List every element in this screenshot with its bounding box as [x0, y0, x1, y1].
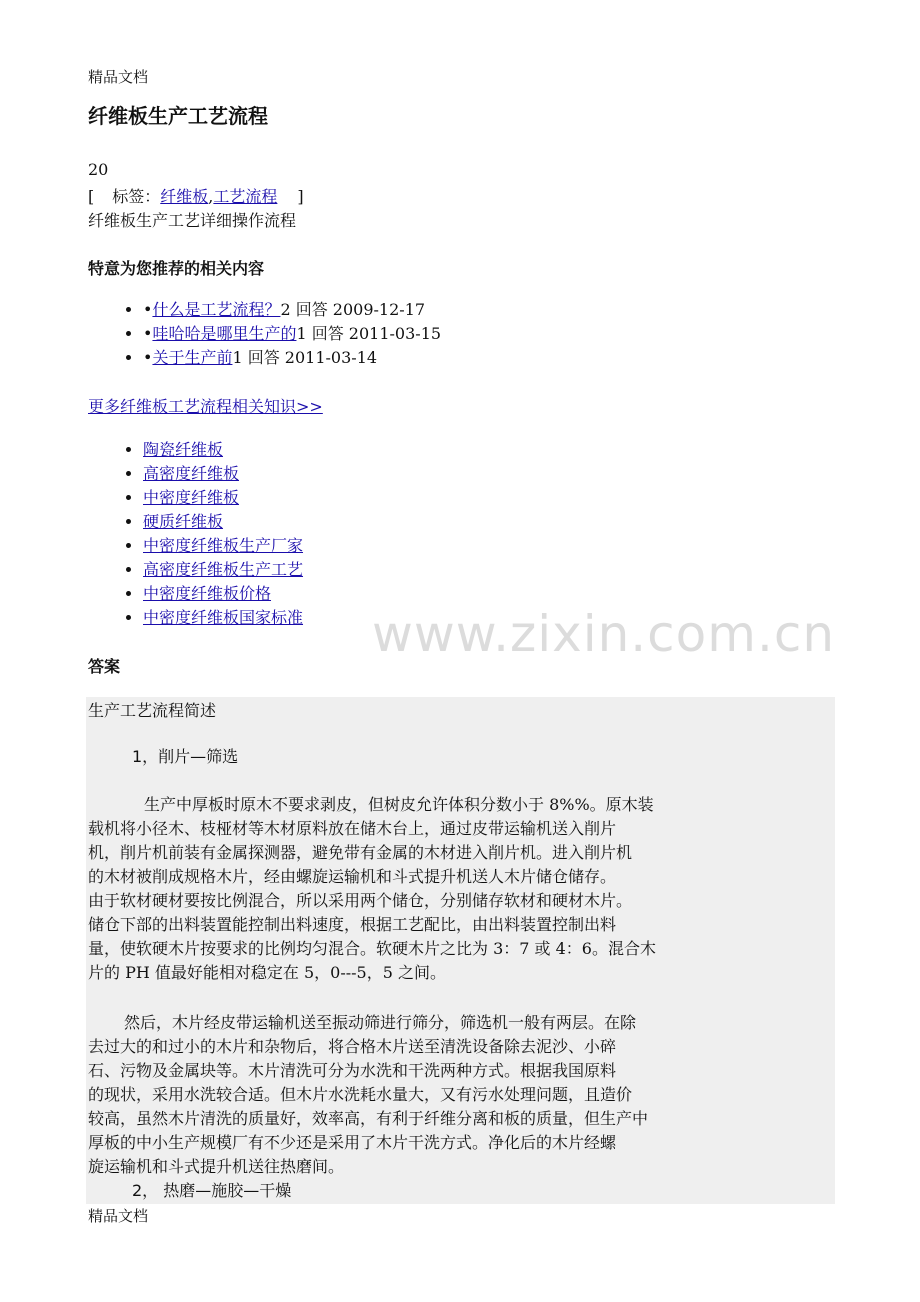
bullet-dot: • — [143, 324, 153, 343]
para2-line: 石、污物及金属块等。木片清洗可分为水洗和干洗两种方式。根据我国原料 — [88, 1061, 617, 1080]
recommend-heading: 特意为您推荐的相关内容 — [88, 259, 265, 278]
para1-line: 由于软材硬材要按比例混合，所以采用两个储仓，分别储存软材和硬材木片。 — [88, 891, 633, 910]
para1-line: 的木材被削成规格木片，经由螺旋运输机和斗式提升机送人木片储仓储存。 — [88, 867, 617, 886]
related-links-list — [88, 438, 303, 630]
related-link[interactable]: 高密度纤维板生产工艺 — [143, 560, 304, 579]
tag-link-process[interactable]: 工艺流程 — [213, 187, 278, 206]
related-item — [143, 510, 303, 534]
recommend-link[interactable]: 什么是工艺流程？ — [152, 300, 281, 319]
tag-open-bracket: [ — [88, 187, 95, 206]
watermark: www.zixin.com.cn — [372, 605, 836, 663]
tag-row — [88, 184, 304, 207]
related-link[interactable]: 中密度纤维板生产厂家 — [143, 536, 304, 555]
para1-line: 载机将小径木、枝桠材等木材原料放在储木台上，通过皮带运输机送入削片 — [88, 819, 617, 838]
related-link[interactable]: 中密度纤维板国家标准 — [143, 608, 304, 627]
step-1-heading: 1，削片—筛选 — [132, 747, 239, 766]
page-title: 纤维板生产工艺流程 — [88, 104, 268, 128]
para1-line: 量，使软硬木片按要求的比例均匀混合。软硬木片之比为 3：7 或 4：6。混合木 — [88, 939, 656, 958]
para1-line: 机，削片机前装有金属探测器，避免带有金属的木材进入削片机。进入削片机 — [88, 843, 633, 862]
answer-count: 20 — [88, 160, 109, 179]
recommend-meta: 1 回答 2011-03-14 — [232, 348, 378, 367]
related-item — [143, 486, 303, 510]
tag-link-fiberboard[interactable]: 纤维板 — [160, 187, 209, 206]
recommend-item — [143, 346, 441, 370]
related-item — [143, 606, 303, 630]
related-link[interactable]: 中密度纤维板 — [143, 488, 240, 507]
bullet-dot: • — [143, 348, 153, 367]
step-2-heading: 2， 热磨—施胶—干燥 — [132, 1181, 292, 1200]
related-item — [143, 558, 303, 582]
bullet-dot: • — [143, 300, 153, 319]
page-header: 精品文档 — [88, 68, 149, 86]
related-link[interactable]: 中密度纤维板价格 — [143, 584, 272, 603]
answer-heading: 答案 — [88, 657, 121, 676]
recommend-item — [143, 298, 441, 322]
answer-box — [86, 697, 835, 1204]
recommend-meta: 1 回答 2011-03-15 — [296, 324, 442, 343]
para2-line: 然后，木片经皮带运输机送至振动筛进行筛分，筛选机一般有两层。在除 — [124, 1013, 637, 1032]
more-knowledge-link[interactable]: 更多纤维板工艺流程相关知识>> — [88, 397, 323, 416]
answer-intro: 生产工艺流程简述 — [88, 701, 217, 720]
tag-label: 标签： — [112, 187, 161, 206]
tag-close-bracket: ] — [297, 187, 304, 206]
related-item — [143, 438, 303, 462]
related-item — [143, 462, 303, 486]
recommend-link[interactable]: 哇哈哈是哪里生产的 — [152, 324, 297, 343]
related-link[interactable]: 高密度纤维板 — [143, 464, 240, 483]
related-item — [143, 582, 303, 606]
para2-line: 旋运输机和斗式提升机送往热磨间。 — [88, 1157, 345, 1176]
para1-line: 储仓下部的出料装置能控制出料速度，根据工艺配比，由出料装置控制出料 — [88, 915, 617, 934]
recommend-link[interactable]: 关于生产前 — [152, 348, 233, 367]
para2-line: 较高，虽然木片清洗的质量好，效率高，有利于纤维分离和板的质量，但生产中 — [88, 1109, 649, 1128]
recommend-meta: 2 回答 2009-12-17 — [280, 300, 426, 319]
related-link[interactable]: 硬质纤维板 — [143, 512, 224, 531]
para1-line: 生产中厚板时原木不要求剥皮，但树皮允许体积分数小于 8%%。原木装 — [144, 795, 654, 814]
para2-line: 去过大的和过小的木片和杂物后，将合格木片送至清洗设备除去泥沙、小碎 — [88, 1037, 617, 1056]
recommend-item — [143, 322, 441, 346]
tag-separator: , — [208, 187, 214, 206]
related-item — [143, 534, 303, 558]
page-footer: 精品文档 — [88, 1207, 149, 1225]
para2-line: 厚板的中小生产规模厂有不少还是采用了木片干洗方式。净化后的木片经螺 — [88, 1133, 617, 1152]
recommend-list — [88, 298, 441, 370]
related-link[interactable]: 陶瓷纤维板 — [143, 440, 224, 459]
subtitle: 纤维板生产工艺详细操作流程 — [88, 211, 297, 230]
more-knowledge-row — [88, 394, 323, 417]
para1-line: 片的 PH 值最好能相对稳定在 5，0---5，5 之间。 — [88, 963, 447, 982]
para2-line: 的现状，采用水洗较合适。但木片水洗耗水量大，又有污水处理问题，且造价 — [88, 1085, 633, 1104]
